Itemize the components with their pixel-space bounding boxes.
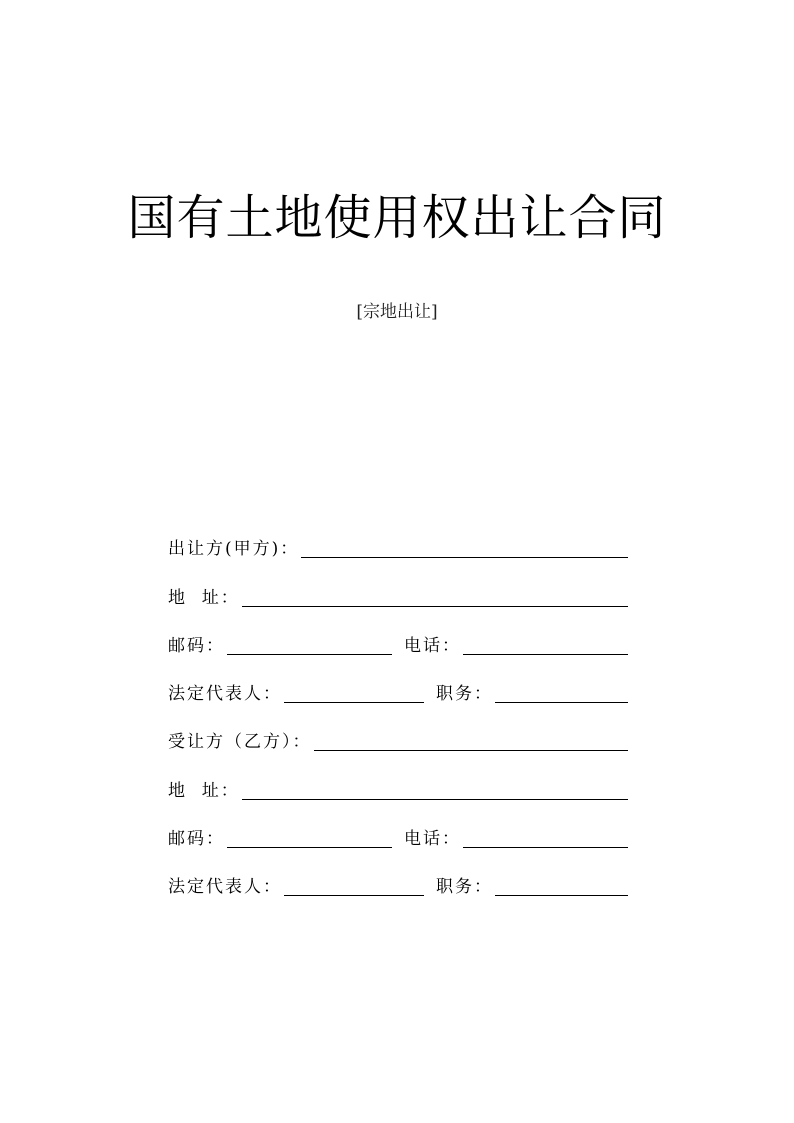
party-a-position-group	[436, 681, 628, 707]
party-b-postcode-label: 邮码：	[168, 829, 225, 850]
document-title: 国有土地使用权出让合同	[127, 190, 667, 246]
party-a-name-row	[168, 514, 628, 562]
party-b-position-label: 职务：	[436, 877, 493, 898]
party-b-label: 受让方（乙方）：	[168, 732, 312, 753]
party-b-postcode-group	[168, 826, 392, 852]
party-a-postcode-group	[168, 633, 392, 659]
party-a-position-field[interactable]	[495, 702, 628, 703]
party-a-rep-label: 法定代表人：	[168, 684, 282, 705]
party-a-rep-row	[168, 659, 628, 707]
party-b-rep-label: 法定代表人：	[168, 877, 282, 898]
party-b-rep-group	[168, 874, 424, 900]
party-a-address-label: 地 址：	[168, 587, 240, 608]
party-b-name-row	[168, 707, 628, 755]
party-a-phone-field[interactable]	[463, 654, 628, 655]
party-a-rep-field[interactable]	[284, 702, 424, 703]
party-info-form	[168, 514, 628, 900]
party-b-position-field[interactable]	[495, 895, 628, 896]
party-b-phone-group	[404, 826, 628, 852]
party-b-address-label: 地 址：	[168, 780, 240, 801]
party-a-postcode-label: 邮码：	[168, 635, 225, 656]
party-b-address-field[interactable]	[242, 799, 628, 800]
party-a-name-field[interactable]	[301, 557, 628, 558]
party-a-postcode-field[interactable]	[227, 654, 392, 655]
party-b-rep-row	[168, 852, 628, 900]
party-b-rep-field[interactable]	[284, 895, 424, 896]
party-a-position-label: 职务：	[436, 684, 493, 705]
party-a-label: 出让方(甲方)：	[168, 539, 300, 560]
party-b-address-row	[168, 755, 628, 803]
party-a-phone-label: 电话：	[404, 635, 461, 656]
party-a-rep-group	[168, 681, 424, 707]
document-subtitle: [宗地出让]	[356, 302, 438, 322]
party-a-phone-group	[404, 633, 628, 659]
party-a-contact-row	[168, 611, 628, 659]
party-b-name-field[interactable]	[314, 750, 629, 751]
party-b-phone-field[interactable]	[463, 847, 628, 848]
party-a-address-field[interactable]	[242, 606, 628, 607]
party-a-address-row	[168, 562, 628, 610]
party-b-postcode-field[interactable]	[227, 847, 392, 848]
party-b-phone-label: 电话：	[404, 829, 461, 850]
party-b-position-group	[436, 874, 628, 900]
party-b-contact-row	[168, 804, 628, 852]
